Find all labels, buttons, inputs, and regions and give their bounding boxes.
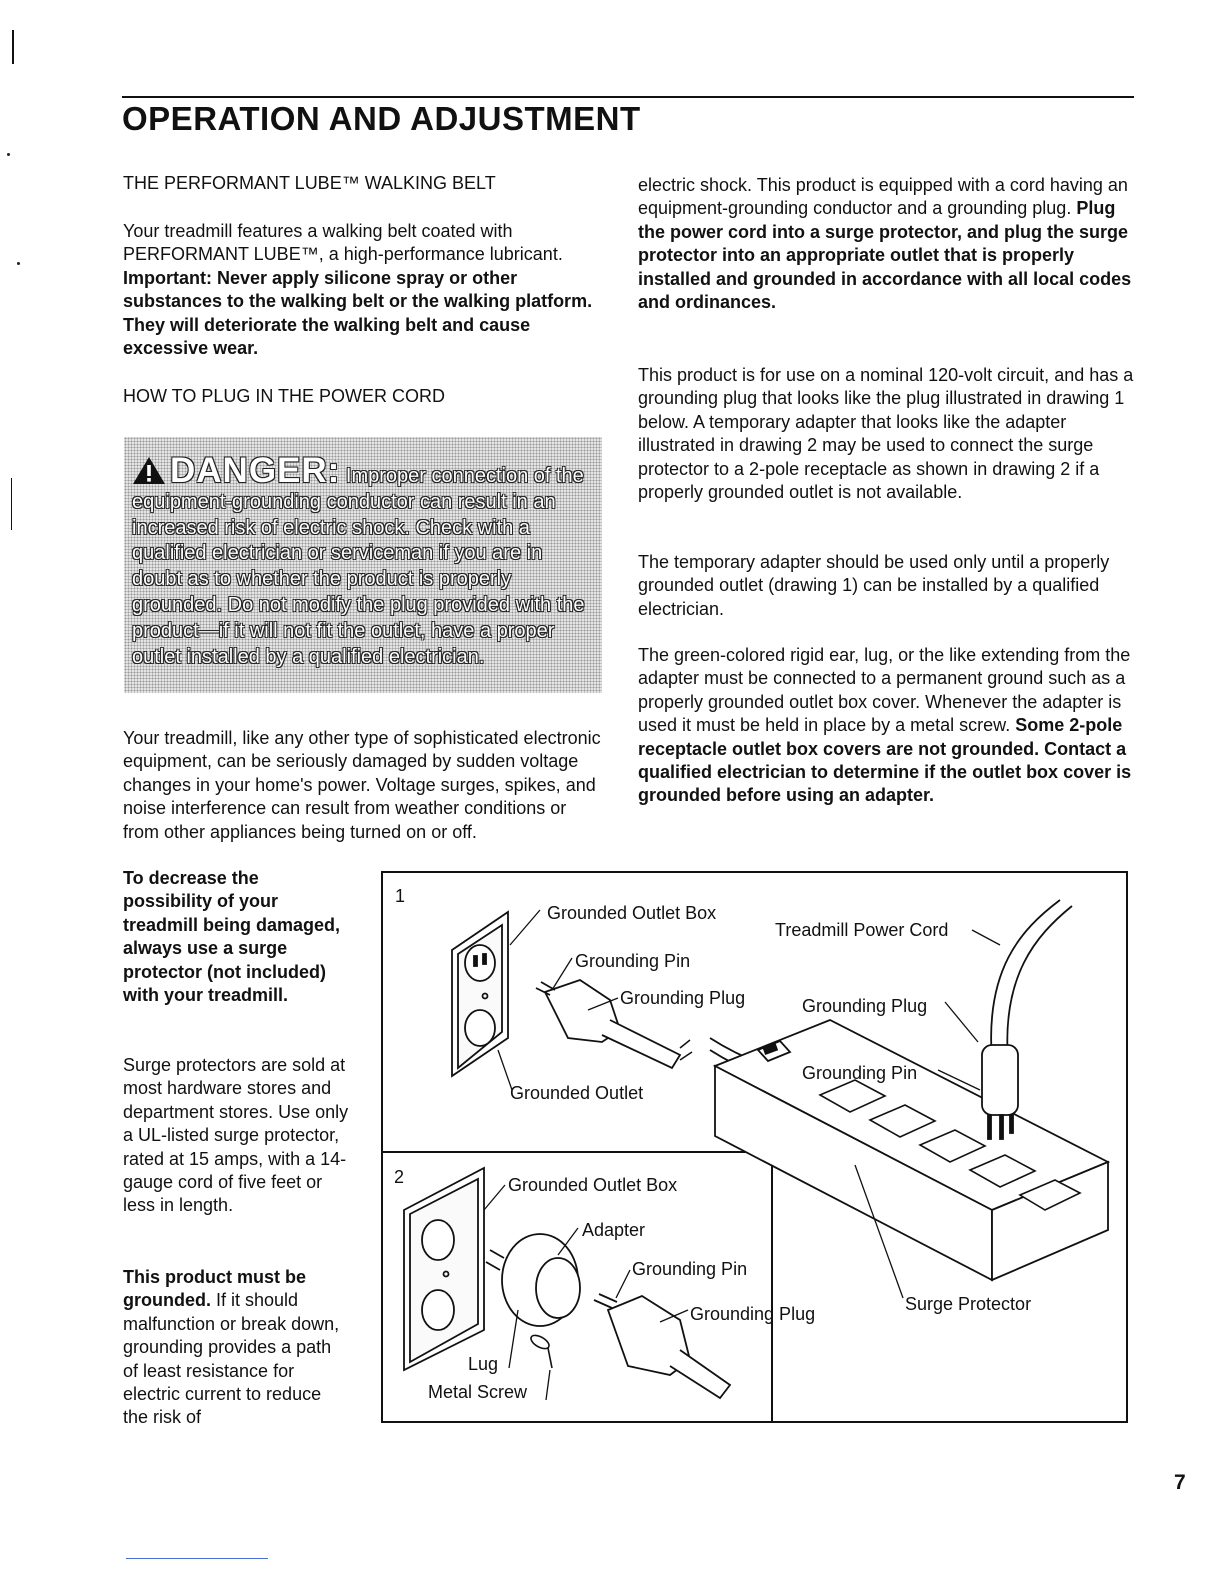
margin-mark (11, 478, 12, 530)
lug-text: The green-colored rigid ear, lug, or the like extending from the adapter must be connected to a permanent ground such as a properly grounded outlet box cover. Whenever the adapter is used it must be held in place by a metal screw. (638, 645, 1131, 736)
scan-dot (17, 262, 20, 265)
label-d2-metal-screw: Metal Screw (428, 1382, 528, 1402)
label-d1-grounding-plug: Grounding Plug (620, 988, 746, 1008)
surge-protector (715, 1020, 1108, 1280)
drawing-2-number: 2 (394, 1167, 405, 1187)
grounding-explanation: If it should malfunction or break down, grounding provides a path of least resistance for electric current to reduce the risk of (123, 1290, 340, 1428)
plug-instructions (638, 174, 1138, 314)
treadmill-plug (982, 1045, 1018, 1139)
page-title: OPERATION AND ADJUSTMENT (122, 100, 641, 137)
section-heading-power-cord: HOW TO PLUG IN THE POWER CORD (123, 386, 446, 406)
grounding-required: This product must be grounded. (123, 1267, 307, 1311)
label-sp-grounding-plug: Grounding Plug (802, 996, 928, 1016)
footer-line (126, 1558, 268, 1559)
label-sp-grounding-pin: Grounding Pin (802, 1063, 918, 1083)
plug-instructions-bold: Plug the power cord into a surge protector, and plug the surge protector into an appropriate outlet that is properly installed and grounded in accordance with all local codes and ordinances. (638, 198, 1132, 313)
surge-paragraph: Your treadmill, like any other type of sophisticated electronic equipment, can be seriously damaged by sudden voltage changes in your home's power. Voltage surges, spikes, and noise interference can result from weather conditions or from other appliances being turned on or off. (123, 728, 601, 842)
surge-protector-advice: To decrease the possibility of your treadmill being damaged, always use a surge protector (not included) with your treadmill. (123, 868, 341, 1006)
drawing-2-adapter (486, 1234, 580, 1326)
walking-belt-text: Your treadmill features a walking belt coated with PERFORMANT LUBE™, a high-performance lubricant. (123, 221, 563, 265)
danger-word: DANGER: (170, 451, 341, 490)
label-treadmill-power-cord: Treadmill Power Cord (775, 920, 949, 940)
metal-screw (529, 1333, 552, 1368)
danger-body: Improper connection of the equipment-grounding conductor can result in an increased risk of electric shock. Check with a qualified electrician or serviceman if you are in doubt as to whether the product is properly grounded. Do not modify the plug provided with the product—if it will not fit the outlet, have a proper outlet installed by a qualified electrician. (132, 465, 585, 668)
drawing-2-outlet-box (404, 1168, 484, 1370)
walking-belt-warning: Important: Never apply silicone spray or other substances to the walking belt or the walking platform. They will deteriorate the walking belt and cause excessive wear. (123, 267, 593, 359)
drawing-1-number: 1 (395, 886, 406, 906)
plug-instructions-text: electric shock. This product is equipped with a cord having an equipment-grounding conductor and a grounding plug. (638, 175, 1128, 219)
grounding-paragraph (123, 1266, 349, 1430)
surge-protector-spec: Surge protectors are sold at most hardware stores and department stores. Use only a UL-listed surge protector, rated at 15 amps, with a 14-gauge cord of five feet or less in length. (123, 1055, 349, 1216)
circuit-paragraph: This product is for use on a nominal 120-volt circuit, and has a grounding plug that looks like the plug illustrated in drawing 1 below. A temporary adapter that looks like the adapter illustrated in drawing 2 may be used to connect the surge protector to a 2-pole receptacle as shown in drawing 2 if a properly grounded outlet is not available. (638, 365, 1134, 503)
lug-warning: Some 2-pole receptacle outlet box covers are not grounded. Contact a qualified electrician to determine if the outlet box cover is grounded before using an adapter. (638, 715, 1132, 806)
label-d2-grounding-plug: Grounding Plug (690, 1304, 816, 1324)
label-d2-outlet-box: Grounded Outlet Box (508, 1175, 678, 1195)
scan-dot (7, 153, 10, 156)
walking-belt-paragraph (123, 220, 613, 360)
danger-message (132, 451, 592, 670)
warning-triangle-icon (132, 455, 166, 485)
label-d2-adapter: Adapter (582, 1220, 646, 1240)
adapter-paragraph: The temporary adapter should be used only until a properly grounded outlet (drawing 1) can be installed by a qualified electrician. (638, 552, 1110, 619)
label-d1-outlet-box: Grounded Outlet Box (547, 903, 717, 923)
title-rule (122, 96, 1134, 98)
drawing-1-outlet-box (452, 912, 508, 1076)
label-d1-grounded-outlet: Grounded Outlet (510, 1083, 644, 1103)
lug-paragraph (638, 644, 1138, 808)
margin-mark (12, 30, 14, 64)
grounding-diagram (380, 870, 1130, 1426)
treadmill-cord (991, 900, 1060, 1060)
section-heading-walking-belt: THE PERFORMANT LUBE™ WALKING BELT (123, 173, 496, 193)
label-surge-protector: Surge Protector (905, 1294, 1032, 1314)
label-d2-lug: Lug (468, 1354, 499, 1374)
page-number: 7 (1174, 1471, 1186, 1494)
label-d1-grounding-pin: Grounding Pin (575, 951, 691, 971)
label-d2-grounding-pin: Grounding Pin (632, 1259, 748, 1279)
